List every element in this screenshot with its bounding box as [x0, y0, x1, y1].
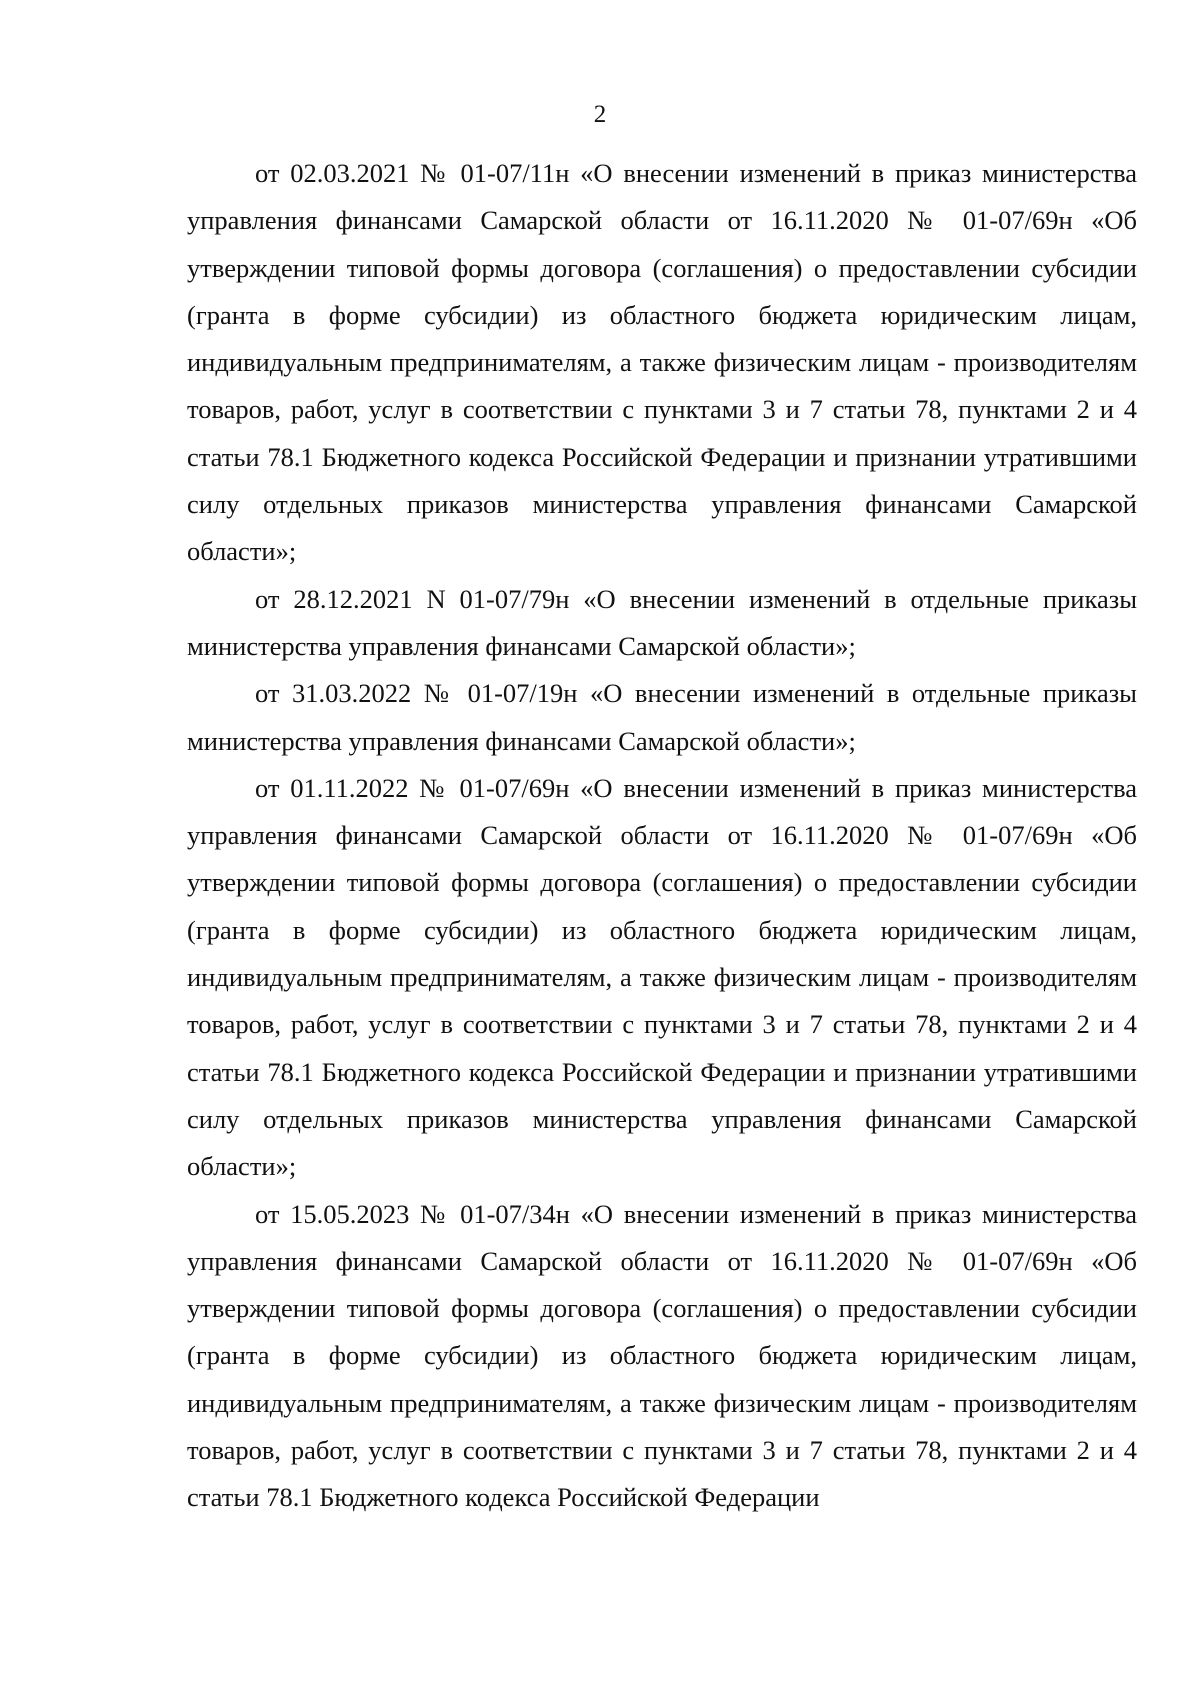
- paragraph-order-2021-12-28: от 28.12.2021 N 01-07/79н «О внесении изменений в отдельные приказы министерства управления финансами Самарской области»;: [187, 583, 1137, 661]
- paragraph-order-2021-03-02: от 02.03.2021 № 01-07/11н «О внесении изменений в приказ министерства управления финансами Самарской области от 16.11.2020 № 01-07/69н «Об утверждении типовой формы договора (соглашения) о предоставлении субсидии (гранта в форме субсидии) из областного бюджета юридическим лицам, индивидуальным предпринимателям, а также физическим лицам - производителям товаров, работ, услуг в соответствии с пунктами 3 и 7 статьи 78, пунктами 2 и 4 статьи 78.1 Бюджетного кодекса Российской Федерации и признании утратившими силу отдельных приказов министерства управления финансами Самарской области»;: [187, 158, 1137, 567]
- paragraph-order-2022-03-31: от 31.03.2022 № 01-07/19н «О внесении изменений в отдельные приказы министерства управления финансами Самарской области»;: [187, 678, 1137, 756]
- page-number: 2: [593, 101, 607, 128]
- document-body: [187, 150, 1137, 1522]
- paragraph-order-2022-11-01: от 01.11.2022 № 01-07/69н «О внесении изменений в приказ министерства управления финансами Самарской области от 16.11.2020 № 01-07/69н «Об утверждении типовой формы договора (соглашения) о предоставлении субсидии (гранта в форме субсидии) из областного бюджета юридическим лицам, индивидуальным предпринимателям, а также физическим лицам - производителям товаров, работ, услуг в соответствии с пунктами 3 и 7 статьи 78, пунктами 2 и 4 статьи 78.1 Бюджетного кодекса Российской Федерации и признании утратившими силу отдельных приказов министерства управления финансами Самарской области»;: [187, 772, 1137, 1182]
- paragraph-order-2023-05-15: от 15.05.2023 № 01-07/34н «О внесении изменений в приказ министерства управления финансами Самарской области от 16.11.2020 № 01-07/69н «Об утверждении типовой формы договора (соглашения) о предоставлении субсидии (гранта в форме субсидии) из областного бюджета юридическим лицам, индивидуальным предпринимателям, а также физическим лицам - производителям товаров, работ, услуг в соответствии с пунктами 3 и 7 статьи 78, пунктами 2 и 4 статьи 78.1 Бюджетного кодекса Российской Федерации: [187, 1198, 1137, 1513]
